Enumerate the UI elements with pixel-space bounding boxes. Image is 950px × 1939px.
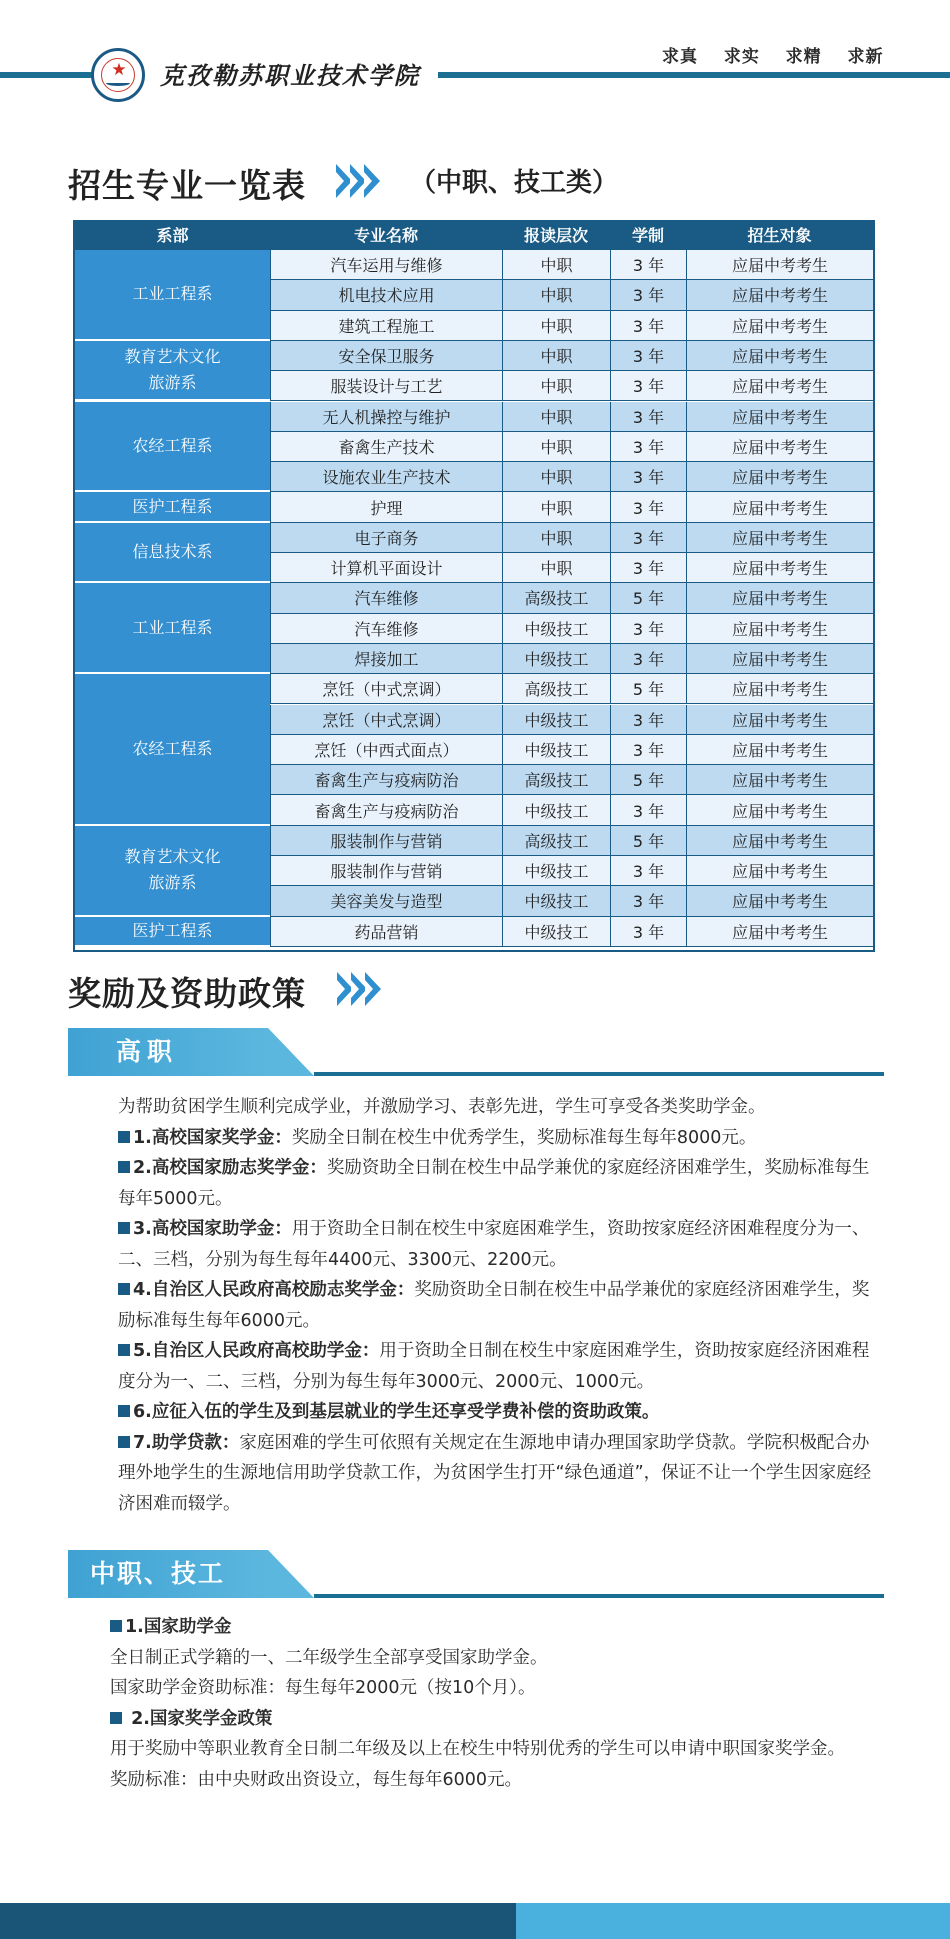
table-row	[270, 644, 873, 674]
target-cell: 应届中考考生	[686, 917, 873, 946]
level-cell: 中级技工	[502, 644, 610, 673]
target-cell: 应届中考考生	[686, 795, 873, 824]
level-cell: 中职	[502, 311, 610, 340]
duration-cell: 3 年	[610, 917, 686, 946]
major-cell: 护理	[270, 492, 502, 521]
major-cell: 设施农业生产技术	[270, 462, 502, 491]
department-name: 旅游系	[148, 373, 197, 393]
duration-cell: 3 年	[610, 886, 686, 915]
secondary-vocational-policy	[76, 1612, 876, 1795]
table-row	[270, 523, 873, 553]
table-row	[270, 765, 873, 795]
department-name: 工业工程系	[132, 617, 213, 637]
duration-cell: 3 年	[610, 492, 686, 521]
column-header-duration: 学制	[631, 226, 664, 245]
table-row	[270, 886, 873, 916]
target-cell: 应届中考考生	[686, 402, 873, 431]
policy-item-heading: 2.国家奖学金政策	[76, 1704, 876, 1735]
majors-chevron-icon	[336, 164, 378, 198]
duration-cell: 3 年	[610, 280, 686, 309]
logo-star-icon: ★	[111, 60, 127, 80]
policy-item: 7.助学贷款：家庭困难的学生可依照有关规定在生源地申请办理国家助学贷款。学院积极配合办理外地学生的生源地信用助学贷款工作，为贫困学生打开“绿色通道”，保证不让一个学生因家庭经济困难而辍学。	[118, 1432, 872, 1514]
major-cell: 汽车维修	[270, 583, 502, 612]
table-row	[270, 462, 873, 492]
higher-vocational-policy	[76, 1092, 876, 1519]
department-name: 旅游系	[148, 873, 197, 893]
school-name: 克孜勒苏职业技术学院	[160, 61, 420, 90]
department-name: 农经工程系	[132, 435, 213, 455]
square-bullet-icon	[118, 1405, 130, 1417]
column-header-level: 报读层次	[523, 226, 588, 245]
target-cell: 应届中考考生	[686, 371, 873, 400]
tab-rule	[314, 1594, 884, 1598]
table-row	[270, 402, 873, 432]
department-name: 工业工程系	[132, 284, 213, 304]
table-row	[270, 583, 873, 613]
target-cell: 应届中考考生	[686, 826, 873, 855]
level-cell: 中职	[502, 523, 610, 552]
duration-cell: 3 年	[610, 523, 686, 552]
level-cell: 中职	[502, 462, 610, 491]
major-cell: 畜禽生产技术	[270, 432, 502, 461]
department-name: 教育艺术文化	[124, 347, 221, 367]
secondary-vocational-tab	[68, 1550, 884, 1598]
duration-cell: 3 年	[610, 402, 686, 431]
table-header	[75, 222, 873, 250]
policy-line: 奖励标准：由中央财政出资设立，每生每年6000元。	[110, 1769, 523, 1790]
table-row	[270, 432, 873, 462]
duration-cell: 3 年	[610, 795, 686, 824]
school-logo	[91, 48, 145, 102]
target-cell: 应届中考考生	[686, 553, 873, 582]
policy-title: 奖励及资助政策	[68, 974, 306, 1013]
policy-item: 3.高校国家助学金：用于资助全日制在校生中家庭困难学生，资助按家庭经济困难程度分为一、二、三档，分别为每生每年4400元、3300元、2200元。	[118, 1219, 870, 1270]
policy-line: 全日制正式学籍的一、二年级学生全部享受国家助学金。	[110, 1647, 548, 1668]
tab-corner	[268, 1028, 314, 1076]
major-cell: 畜禽生产与疫病防治	[270, 765, 502, 794]
target-cell: 应届中考考生	[686, 250, 873, 279]
policy-item: 2.高校国家励志奖学金：奖励资助全日制在校生中品学兼优的家庭经济困难学生，奖励标准每生每年5000元。	[118, 1158, 870, 1209]
target-cell: 应届中考考生	[686, 432, 873, 461]
column-header-target: 招生对象	[747, 226, 812, 245]
table-row	[270, 341, 873, 371]
table-row	[270, 280, 873, 310]
department-name: 农经工程系	[132, 738, 213, 758]
target-cell: 应届中考考生	[686, 765, 873, 794]
school-motto: 求真 求实 求精 求新	[662, 47, 884, 67]
target-cell: 应届中考考生	[686, 614, 873, 643]
table-row	[270, 250, 873, 280]
department-cell	[75, 674, 270, 826]
major-cell: 安全保卫服务	[270, 341, 502, 370]
department-name: 信息技术系	[132, 541, 213, 561]
policy-item: 4.自治区人民政府高校励志奖学金：奖励资助全日制在校生中品学兼优的家庭经济困难学生，奖励标准每生每年6000元。	[118, 1280, 870, 1331]
major-cell: 烹饪（中西式面点）	[270, 735, 502, 764]
duration-cell: 3 年	[610, 432, 686, 461]
level-cell: 中职	[502, 402, 610, 431]
footer-band-dark	[0, 1903, 516, 1939]
major-cell: 电子商务	[270, 523, 502, 552]
department-cell	[75, 583, 270, 674]
policy-item-heading: 1.国家助学金	[76, 1612, 876, 1643]
department-cell	[75, 917, 270, 947]
level-cell: 中级技工	[502, 917, 610, 946]
secondary-vocational-tab-label: 中职、技工	[90, 1559, 226, 1588]
level-cell: 中级技工	[502, 614, 610, 643]
footer-band-light	[516, 1903, 950, 1939]
table-row	[270, 795, 873, 825]
column-header-dept: 系部	[156, 226, 189, 245]
major-cell: 焊接加工	[270, 644, 502, 673]
table-row	[270, 311, 873, 341]
square-bullet-icon	[110, 1620, 122, 1632]
logo-ring-icon	[101, 58, 135, 92]
major-cell: 机电技术应用	[270, 280, 502, 309]
duration-cell: 5 年	[610, 826, 686, 855]
department-name: 医护工程系	[132, 920, 213, 940]
table-row	[270, 492, 873, 522]
header-rule-right	[438, 72, 950, 78]
department-cell	[75, 826, 270, 917]
level-cell: 中级技工	[502, 856, 610, 885]
level-cell: 中职	[502, 280, 610, 309]
column-header-major: 专业名称	[353, 226, 418, 245]
level-cell: 中职	[502, 492, 610, 521]
level-cell: 高级技工	[502, 826, 610, 855]
department-name: 医护工程系	[132, 496, 213, 516]
level-cell: 高级技工	[502, 674, 610, 703]
policy-line: 用于奖励中等职业教育全日制二年级及以上在校生中特别优秀的学生可以申请中职国家奖学金。	[110, 1739, 845, 1759]
duration-cell: 3 年	[610, 735, 686, 764]
square-bullet-icon	[110, 1712, 122, 1724]
department-cell	[75, 250, 270, 341]
table-row	[270, 674, 873, 704]
target-cell: 应届中考考生	[686, 735, 873, 764]
target-cell: 应届中考考生	[686, 462, 873, 491]
higher-vocational-tab-label: 高职	[116, 1037, 179, 1066]
policy-chevron-icon	[337, 972, 379, 1006]
department-name: 教育艺术文化	[124, 847, 221, 867]
duration-cell: 3 年	[610, 462, 686, 491]
target-cell: 应届中考考生	[686, 583, 873, 612]
majors-table	[73, 220, 875, 952]
square-bullet-icon	[118, 1344, 130, 1356]
page-header	[0, 0, 950, 125]
tab-rule	[314, 1072, 884, 1076]
target-cell: 应届中考考生	[686, 856, 873, 885]
target-cell: 应届中考考生	[686, 492, 873, 521]
table-row	[270, 826, 873, 856]
duration-cell: 3 年	[610, 250, 686, 279]
major-cell: 服装设计与工艺	[270, 371, 502, 400]
department-cell	[75, 341, 270, 402]
square-bullet-icon	[118, 1161, 130, 1173]
square-bullet-icon	[118, 1436, 130, 1448]
level-cell: 中级技工	[502, 705, 610, 734]
level-cell: 中级技工	[502, 735, 610, 764]
duration-cell: 3 年	[610, 614, 686, 643]
duration-cell: 5 年	[610, 765, 686, 794]
table-row	[270, 553, 873, 583]
higher-vocational-tab	[68, 1028, 884, 1076]
duration-cell: 3 年	[610, 371, 686, 400]
major-cell: 畜禽生产与疫病防治	[270, 795, 502, 824]
department-cell	[75, 523, 270, 584]
table-row	[270, 614, 873, 644]
duration-cell: 3 年	[610, 644, 686, 673]
target-cell: 应届中考考生	[686, 705, 873, 734]
policy-line: 国家助学金资助标准：每生每年2000元（按10个月）。	[110, 1678, 536, 1698]
department-cell	[75, 402, 270, 493]
table-row	[270, 917, 873, 947]
duration-cell: 5 年	[610, 674, 686, 703]
target-cell: 应届中考考生	[686, 523, 873, 552]
major-cell: 汽车运用与维修	[270, 250, 502, 279]
square-bullet-icon	[118, 1222, 130, 1234]
table-row	[270, 856, 873, 886]
level-cell: 中职	[502, 432, 610, 461]
level-cell: 中职	[502, 553, 610, 582]
target-cell: 应届中考考生	[686, 886, 873, 915]
level-cell: 高级技工	[502, 765, 610, 794]
major-cell: 汽车维修	[270, 614, 502, 643]
table-row	[270, 735, 873, 765]
level-cell: 中职	[502, 250, 610, 279]
duration-cell: 3 年	[610, 341, 686, 370]
target-cell: 应届中考考生	[686, 280, 873, 309]
major-cell: 药品营销	[270, 917, 502, 946]
logo-wave-icon	[106, 80, 130, 86]
major-cell: 建筑工程施工	[270, 311, 502, 340]
level-cell: 高级技工	[502, 583, 610, 612]
major-cell: 服装制作与营销	[270, 826, 502, 855]
target-cell: 应届中考考生	[686, 674, 873, 703]
level-cell: 中职	[502, 341, 610, 370]
policy-item: 1.高校国家奖学金：奖励全日制在校生中优秀学生，奖励标准每生每年8000元。	[76, 1123, 876, 1154]
majors-title: 招生专业一览表	[68, 166, 306, 205]
level-cell: 中级技工	[502, 886, 610, 915]
target-cell: 应届中考考生	[686, 341, 873, 370]
major-cell: 服装制作与营销	[270, 856, 502, 885]
major-cell: 计算机平面设计	[270, 553, 502, 582]
duration-cell: 3 年	[610, 856, 686, 885]
target-cell: 应届中考考生	[686, 644, 873, 673]
major-cell: 烹饪（中式烹调）	[270, 674, 502, 703]
policy-intro: 为帮助贫困学生顺利完成学业，并激励学习、表彰先进，学生可享受各类奖助学金。	[118, 1097, 766, 1117]
duration-cell: 5 年	[610, 583, 686, 612]
square-bullet-icon	[118, 1131, 130, 1143]
header-rule-left	[0, 72, 92, 78]
level-cell: 中级技工	[502, 795, 610, 824]
major-cell: 无人机操控与维护	[270, 402, 502, 431]
tab-corner	[268, 1550, 314, 1598]
policy-item: 5.自治区人民政府高校助学金：用于资助全日制在校生中家庭困难学生，资助按家庭经济困难程度分为一、二、三档，分别为每生每年3000元、2000元、1000元。	[118, 1341, 870, 1392]
level-cell: 中职	[502, 371, 610, 400]
majors-subtitle: （中职、技工类）	[410, 168, 619, 198]
table-row	[270, 371, 873, 401]
major-cell: 美容美发与造型	[270, 886, 502, 915]
table-row	[270, 705, 873, 735]
duration-cell: 3 年	[610, 553, 686, 582]
duration-cell: 3 年	[610, 705, 686, 734]
major-cell: 烹饪（中式烹调）	[270, 705, 502, 734]
duration-cell: 3 年	[610, 311, 686, 340]
department-cell	[75, 492, 270, 522]
target-cell: 应届中考考生	[686, 311, 873, 340]
square-bullet-icon	[118, 1283, 130, 1295]
policy-item: 6.应征入伍的学生及到基层就业的学生还享受学费补偿的资助政策。	[76, 1397, 876, 1428]
